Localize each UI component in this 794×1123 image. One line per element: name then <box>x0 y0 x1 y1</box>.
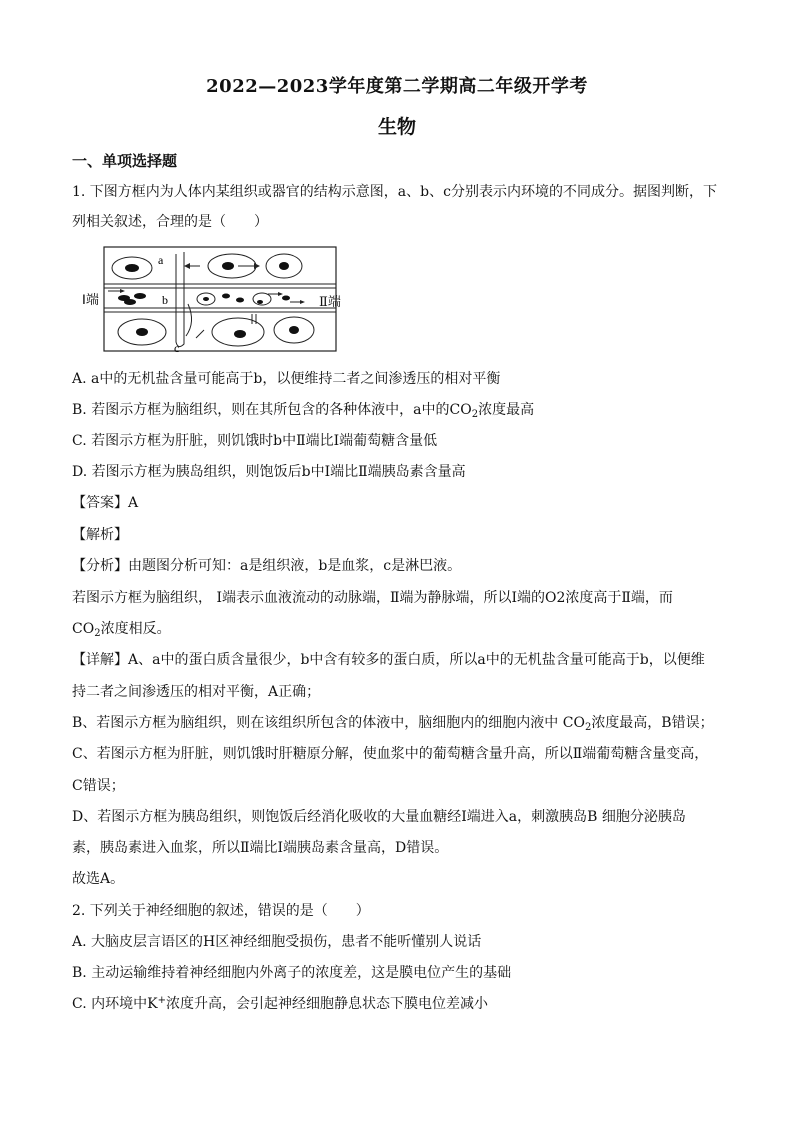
label-a: a <box>158 253 164 267</box>
label-c: c <box>174 341 180 355</box>
exam-title: 2022—2023学年度第二学期高二年级开学考 <box>206 76 588 97</box>
q1-answer: 【答案】A <box>72 495 139 511</box>
q1-stem-line1: 1. 下图方框内为人体内某组织或器官的结构示意图，a、b、c分别表示内环境的不同成分。据图判断，下 <box>72 184 717 200</box>
label-end-1: Ⅰ端 <box>82 292 99 307</box>
q1-option-b: B. 若图示方框为脑组织，则在其所包含的各种体液中，a中的$CO_2$浓度最高 <box>72 402 535 420</box>
q1-detail-6: D、若图示方框为胰岛组织，则饱饭后经消化吸收的大量血糖经Ⅰ端进入a，刺激胰岛B 细胞分泌胰岛 <box>72 809 686 825</box>
q1-detail-4: C、若图示方框为肝脏，则饥饿时肝糖原分解，使血浆中的葡萄糖含量升高，所以Ⅱ端葡萄糖含量变高， <box>72 746 709 762</box>
q1-option-a: A. a中的无机盐含量可能高于b，以便维持二者之间渗透压的相对平衡 <box>72 371 501 387</box>
q2-option-a: A. 大脑皮层言语区的H区神经细胞受损伤，患者不能听懂别人说话 <box>72 934 482 950</box>
q1-option-d: D. 若图示方框为胰岛组织，则饱饭后b中Ⅰ端比Ⅱ端胰岛素含量高 <box>72 464 466 480</box>
lymph-vessel <box>176 252 184 347</box>
label-b: b <box>162 293 168 307</box>
q1-detail-2: 持二者之间渗透压的相对平衡，A正确； <box>72 684 321 700</box>
q1-conclusion: 故选A。 <box>72 871 125 887</box>
q1-detail-3: B、若图示方框为脑组织，则在该组织所包含的体液中，脑细胞内的细胞内液中 $CO_2$浓度最高，B错误； <box>72 715 714 733</box>
q1-stem-line2: 列相关叙述，合理的是（ ） <box>72 214 268 230</box>
subject-title: 生物 <box>377 116 416 138</box>
q1-analysis-3: $CO_2$浓度相反。 <box>72 621 171 639</box>
q2-stem: 2. 下列关于神经细胞的叙述，错误的是（ ） <box>72 903 370 919</box>
q1-analysis-2: 若图示方框为脑组织， Ⅰ端表示血液流动的动脉端，Ⅱ端为静脉端，所以Ⅰ端的O2浓度高于Ⅱ端，而 <box>72 590 673 606</box>
q1-analysis-1: 【分析】由题图分析可知：a是组织液，b是血浆，c是淋巴液。 <box>72 558 462 574</box>
q2-option-c: C. 内环境中K+浓度升高，会引起神经细胞静息状态下膜电位差减小 <box>72 995 488 1012</box>
label-end-2-text: Ⅱ端 <box>319 295 341 310</box>
tissue-structure-diagram <box>80 244 340 356</box>
q1-detail-5: C错误； <box>72 778 125 794</box>
q1-detail-7: 素，胰岛素进入血浆，所以Ⅱ端比Ⅰ端胰岛素含量高，D错误。 <box>72 840 449 856</box>
section-heading: 一、单项选择题 <box>72 152 178 170</box>
q1-analysis-label: 【解析】 <box>72 527 128 543</box>
q1-option-c: C. 若图示方框为肝脏，则饥饿时b中Ⅱ端比Ⅰ端葡萄糖含量低 <box>72 433 438 449</box>
q2-option-b: B. 主动运输维持着神经细胞内外离子的浓度差，这是膜电位产生的基础 <box>72 965 512 981</box>
q1-detail-1: 【详解】A、a中的蛋白质含量很少，b中含有较多的蛋白质，所以a中的无机盐含量可能高于b，以便维 <box>72 652 705 668</box>
